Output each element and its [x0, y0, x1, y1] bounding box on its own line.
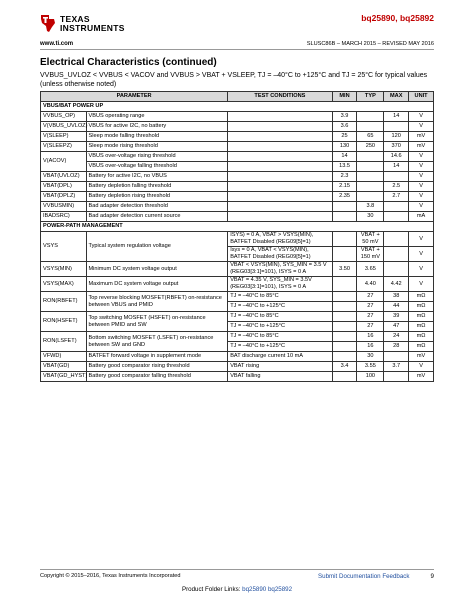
min-value: 14: [332, 152, 357, 162]
min-value: [332, 247, 357, 262]
typ-value: 100: [357, 372, 384, 382]
unit-value: mV: [409, 142, 434, 152]
electrical-characteristics-table: [40, 91, 434, 382]
parameter-symbol: VBAT(GD): [41, 362, 87, 372]
test-condition: [228, 122, 332, 132]
typ-value: 3.55: [357, 362, 384, 372]
parameter-symbol: VVBUSMIN): [41, 202, 87, 212]
test-condition: VBAT rising: [228, 362, 332, 372]
min-value: [332, 322, 357, 332]
unit-value: mΩ: [409, 322, 434, 332]
max-value: [384, 202, 409, 212]
min-value: [332, 352, 357, 362]
typ-value: [357, 182, 384, 192]
typ-value: [357, 172, 384, 182]
parameter-description: Battery depletion rising threshold: [86, 192, 228, 202]
max-value: [384, 212, 409, 222]
max-value: [384, 172, 409, 182]
min-value: 13.5: [332, 162, 357, 172]
unit-value: mA: [409, 212, 434, 222]
typ-value: [357, 122, 384, 132]
test-condition: [228, 192, 332, 202]
parameter-symbol: VVBUS_OP): [41, 112, 87, 122]
parameter-description: Bottom switching MOSFET (LSFET) on-resistance between SW and GND: [86, 332, 228, 352]
section-header-row: [41, 222, 434, 232]
min-value: [332, 292, 357, 302]
min-value: 2.15: [332, 182, 357, 192]
table-row: [41, 312, 434, 322]
table-row: [41, 277, 434, 292]
unit-value: mV: [409, 352, 434, 362]
product-link-bq25892[interactable]: bq25892: [267, 586, 293, 593]
test-condition: ISYS) = 0 A, VBAT > VSYS(MIN), BATFET Disabled (REG09[5]=1): [228, 232, 332, 247]
typ-value: 3.65: [357, 262, 384, 277]
table-row: [41, 182, 434, 192]
test-condition: [228, 112, 332, 122]
table-row: [41, 172, 434, 182]
table-row: [41, 132, 434, 142]
typ-value: 65: [357, 132, 384, 142]
typ-value: [357, 152, 384, 162]
header-typ: TYP: [357, 92, 384, 102]
parameter-description: Battery depletion falling threshold: [86, 182, 228, 192]
test-condition: TJ = –40°C to 85°C: [228, 312, 332, 322]
logo-text-line2: INSTRUMENTS: [60, 23, 125, 33]
typ-value: VBAT + 50 mV: [357, 232, 384, 247]
parameter-symbol: RON(LSFET): [41, 332, 87, 352]
min-value: [332, 312, 357, 322]
min-value: [332, 277, 357, 292]
typ-value: 16: [357, 332, 384, 342]
unit-value: mΩ: [409, 292, 434, 302]
page-number: 9: [430, 573, 434, 580]
table-row: [41, 352, 434, 362]
parameter-symbol: VSYS(MAX): [41, 277, 87, 292]
parameter-description: Sleep mode falling threshold: [86, 132, 228, 142]
max-value: [384, 232, 409, 247]
min-value: [332, 232, 357, 247]
typ-value: [357, 112, 384, 122]
section-header-row: [41, 102, 434, 112]
typ-value: 30: [357, 352, 384, 362]
min-value: [332, 332, 357, 342]
test-condition: TJ = –40°C to +125°C: [228, 322, 332, 332]
unit-value: mΩ: [409, 312, 434, 322]
parameter-description: Sleep mode rising threshold: [86, 142, 228, 152]
parameter-description: Typical system regulation voltage: [86, 232, 228, 262]
parameter-symbol: VBAT(DPL): [41, 182, 87, 192]
website-link[interactable]: www.ti.com: [40, 41, 74, 47]
test-condition: TJ = –40°C to 85°C: [228, 292, 332, 302]
parameter-symbol: IBADSRC): [41, 212, 87, 222]
document-info: SLUSC86B – MARCH 2015 – REVISED MAY 2016: [306, 41, 434, 47]
typ-value: 27: [357, 292, 384, 302]
table-row: [41, 122, 434, 132]
parameter-symbol: V(VBUS_UVLOZ): [41, 122, 87, 132]
parameter-symbol: VFWD): [41, 352, 87, 362]
test-condition: [228, 182, 332, 192]
table-row: [41, 162, 434, 172]
product-link-bq25890[interactable]: bq25890: [242, 586, 267, 593]
operating-conditions: VVBUS_UVLOZ < VVBUS < VACOV and VVBUS > VBAT + VSLEEP, TJ = –40°C to +125°C and TJ = 25°C for typical values (unless otherwise noted): [40, 72, 428, 88]
table-row: [41, 142, 434, 152]
test-condition: [228, 142, 332, 152]
parameter-description: VBUS operating range: [86, 112, 228, 122]
unit-value: V: [409, 192, 434, 202]
typ-value: 16: [357, 342, 384, 352]
min-value: 2.3: [332, 172, 357, 182]
parameter-description: Top reverse blocking MOSFET(RBFET) on-resistance between VBUS and PMID: [86, 292, 228, 312]
max-value: 370: [384, 142, 409, 152]
footer-divider: [40, 569, 434, 570]
test-condition: [228, 162, 332, 172]
parameter-description: Bad adapter detection threshold: [86, 202, 228, 212]
min-value: 3.6: [332, 122, 357, 132]
unit-value: V: [409, 202, 434, 212]
min-value: 3.9: [332, 112, 357, 122]
section-label: VBUS/BAT POWER UP: [41, 102, 434, 112]
table-row: [41, 212, 434, 222]
header-unit: UNIT: [409, 92, 434, 102]
typ-value: 4.40: [357, 277, 384, 292]
typ-value: VBAT + 150 mV: [357, 247, 384, 262]
min-value: 130: [332, 142, 357, 152]
parameter-description: VBUS for active I2C, no battery: [86, 122, 228, 132]
parameter-description: Minimum DC system voltage output: [86, 262, 228, 277]
test-condition: TJ = –40°C to 85°C: [228, 332, 332, 342]
min-value: [332, 372, 357, 382]
min-value: [332, 342, 357, 352]
max-value: 120: [384, 132, 409, 142]
test-condition: VBAT < VSYS(MIN), SYS_MIN = 3.5 V (REG03[3:1]=101), ISYS = 0 A: [228, 262, 332, 277]
table-row: [41, 332, 434, 342]
max-value: 24: [384, 332, 409, 342]
table-row: [41, 232, 434, 247]
parameter-description: Bad adapter detection current source: [86, 212, 228, 222]
typ-value: 30: [357, 212, 384, 222]
table-header-row: [41, 92, 434, 102]
unit-value: mΩ: [409, 302, 434, 312]
test-condition: [228, 152, 332, 162]
section-label: POWER-PATH MANAGEMENT: [41, 222, 434, 232]
table-row: [41, 192, 434, 202]
parameter-description: Battery for active I2C, no VBUS: [86, 172, 228, 182]
parameter-symbol: VSYS(MIN): [41, 262, 87, 277]
header-test-conditions: TEST CONDITIONS: [228, 92, 332, 102]
copyright: Copyright © 2015–2016, Texas Instruments Incorporated: [40, 573, 181, 579]
header-min: MIN: [332, 92, 357, 102]
max-value: 2.5: [384, 182, 409, 192]
max-value: 2.7: [384, 192, 409, 202]
max-value: [384, 262, 409, 277]
table-body: [41, 102, 434, 382]
parameter-description: Battery good comparator rising threshold: [86, 362, 228, 372]
typ-value: 27: [357, 312, 384, 322]
parameter-symbol: VBAT(DPLZ): [41, 192, 87, 202]
table-row: [41, 362, 434, 372]
test-condition: [228, 132, 332, 142]
unit-value: V: [409, 182, 434, 192]
product-folder-links: [0, 586, 474, 593]
test-condition: VBAT = 4.35 V, SYS_MIN = 3.5V (REG03[3:1]=101), ISYS = 0 A: [228, 277, 332, 292]
unit-value: V: [409, 152, 434, 162]
parameter-description: VBUS over-voltage falling threshold: [86, 162, 228, 172]
max-value: 28: [384, 342, 409, 352]
parameter-description: VBUS over-voltage rising threshold: [86, 152, 228, 162]
unit-value: V: [409, 162, 434, 172]
table-row: [41, 152, 434, 162]
test-condition: TJ = –40°C to +125°C: [228, 302, 332, 312]
unit-value: V: [409, 277, 434, 292]
unit-value: V: [409, 362, 434, 372]
unit-value: mΩ: [409, 342, 434, 352]
logo-text-line1: TEXAS: [60, 14, 90, 24]
unit-value: V: [409, 247, 434, 262]
max-value: 4.42: [384, 277, 409, 292]
max-value: 44: [384, 302, 409, 312]
max-value: 3.7: [384, 362, 409, 372]
table-row: [41, 292, 434, 302]
test-condition: BAT discharge current 10 mA: [228, 352, 332, 362]
unit-value: V: [409, 262, 434, 277]
max-value: 47: [384, 322, 409, 332]
parameter-symbol: V(ACOV): [41, 152, 87, 172]
max-value: 14.6: [384, 152, 409, 162]
test-condition: Isys = 0 A, VBAT < VSYS(MIN), BATFET Disabled (REG09[5]=1): [228, 247, 332, 262]
unit-value: V: [409, 172, 434, 182]
typ-value: 3.8: [357, 202, 384, 212]
parameter-description: Battery good comparator falling threshold: [86, 372, 228, 382]
parameter-symbol: VBAT(UVLOZ): [41, 172, 87, 182]
unit-value: V: [409, 232, 434, 247]
parameter-symbol: VSYS: [41, 232, 87, 262]
unit-value: V: [409, 122, 434, 132]
unit-value: mV: [409, 132, 434, 142]
ti-state-logo-icon: [40, 13, 56, 33]
typ-value: 27: [357, 302, 384, 312]
max-value: 14: [384, 112, 409, 122]
typ-value: 250: [357, 142, 384, 152]
parameter-symbol: V(SLEEPZ): [41, 142, 87, 152]
max-value: [384, 352, 409, 362]
product-links-label: Product Folder Links:: [181, 586, 241, 593]
part-numbers-link[interactable]: bq25890, bq25892: [361, 13, 434, 23]
parameter-symbol: V(SLEEP): [41, 132, 87, 142]
parameter-symbol: RON(HSFET): [41, 312, 87, 332]
section-title: Electrical Characteristics (continued): [40, 57, 217, 68]
parameter-description: BATFET forward voltage in supplement mode: [86, 352, 228, 362]
submit-feedback-link[interactable]: Submit Documentation Feedback: [318, 573, 410, 580]
header-divider: [40, 49, 434, 50]
ti-logo: [40, 13, 125, 37]
max-value: [384, 372, 409, 382]
table-row: [41, 372, 434, 382]
min-value: 3.4: [332, 362, 357, 372]
parameter-description: Top switching MOSFET (HSFET) on-resistance between PMID and SW: [86, 312, 228, 332]
parameter-symbol: VBAT(GD_HYST): [41, 372, 87, 382]
header-parameter: PARAMETER: [41, 92, 228, 102]
max-value: 14: [384, 162, 409, 172]
typ-value: [357, 162, 384, 172]
unit-value: mΩ: [409, 332, 434, 342]
test-condition: [228, 202, 332, 212]
typ-value: [357, 192, 384, 202]
test-condition: VBAT falling: [228, 372, 332, 382]
max-value: 39: [384, 312, 409, 322]
min-value: [332, 212, 357, 222]
min-value: 25: [332, 132, 357, 142]
min-value: 3.50: [332, 262, 357, 277]
max-value: [384, 122, 409, 132]
parameter-symbol: RON(RBFET): [41, 292, 87, 312]
test-condition: [228, 172, 332, 182]
unit-value: mV: [409, 372, 434, 382]
unit-value: V: [409, 112, 434, 122]
min-value: [332, 202, 357, 212]
test-condition: TJ = –40°C to +125°C: [228, 342, 332, 352]
test-condition: [228, 212, 332, 222]
table-row: [41, 262, 434, 277]
min-value: [332, 302, 357, 312]
max-value: 38: [384, 292, 409, 302]
typ-value: 27: [357, 322, 384, 332]
parameter-description: Maximum DC system voltage output: [86, 277, 228, 292]
table-row: [41, 112, 434, 122]
table-row: [41, 202, 434, 212]
min-value: 2.35: [332, 192, 357, 202]
max-value: [384, 247, 409, 262]
header-max: MAX: [384, 92, 409, 102]
